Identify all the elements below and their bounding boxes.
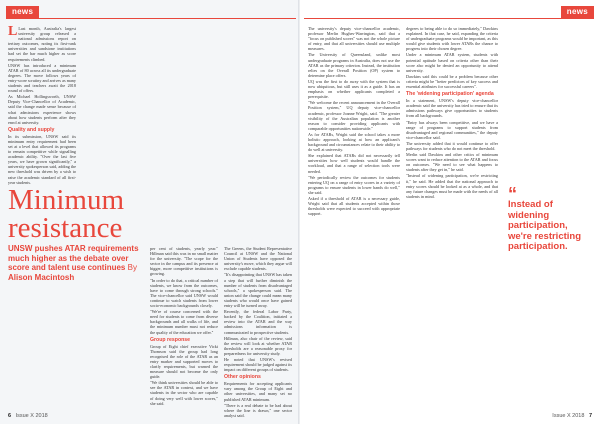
article-column-1: [8, 24, 76, 185]
issue-label: Issue X 2018: [15, 413, 48, 419]
page-number: 7: [588, 413, 592, 419]
paragraph: "Entry has always been competitive, and we have a range of programs to support students from disadvantaged and regional communities," the deputy vice-chancellor said.: [406, 119, 498, 140]
paragraph: The university's deputy vice-chancellor academic, professor Merlin Hughes-Warrington, said that a "focus on published scores" was not the whole picture of entry, and that all universities should use multiple measures.: [308, 26, 400, 52]
paragraph: "There is a real debate to be had about where the line is drawn," one sector analyst said.: [224, 402, 292, 418]
paragraph: UQ was the first to do away with the system that is now ubiquitous, but still uses it as a guide. It has an emphasis on whether applicants completed a prerequisite.: [308, 78, 400, 100]
byline-prefix: By: [127, 263, 137, 273]
pull-quote-text: Instead of widening participation, we're restricting participation.: [508, 199, 582, 253]
paragraph: Requirements for accepting applicants vary among the Group of Eight and other universities, and many set no published ATAR minimum.: [224, 381, 292, 402]
paragraph: As Michael Hollingsworth, UNSW Deputy Vice-Chancellor of Academic, said the change made sense because of what admissions experience shows about how students perform after they enrol at university.: [8, 94, 76, 125]
paragraph: Hillman, also chair of the review, said the review will look at whether ATAR thresholds are a reasonable proxy for preparedness for university study.: [224, 335, 292, 356]
byline-name: Alison Macintosh: [8, 272, 75, 282]
section-tab-left: news: [6, 6, 39, 18]
subheading: Quality and supply: [8, 126, 55, 133]
subheading: Other opinions: [224, 374, 261, 381]
paragraph: "Instead of widening participation, we're restricting it," he said. He added that the national approach to entry scores should be looked at as a whole, and that any future changes must be made with the needs of all students in mind.: [406, 173, 498, 199]
paragraph: "In order to do that, a critical number of students, we know from the outcomes, have to come through strong schools." The vice-chancellor said UNSW would continue to watch students from lower socio-economic backgrounds closely.: [150, 277, 218, 309]
paragraph: "We periodically review the outcomes for students entering UQ on a range of entry scores in a variety of programs to ensure students in lower bands do well," she said.: [308, 174, 400, 195]
subheading: The 'widening participation' agenda: [406, 91, 494, 98]
page-number: 6: [8, 413, 12, 419]
header-rule-right: [304, 18, 594, 19]
page-footer-left: [8, 413, 48, 419]
header-rule-left: [6, 18, 296, 19]
paragraph: per cent of students, yearly year." Hillman said this was in no small matter for the university. "The scope for the sector in the campus and its presence at bigger, more competitive institutions is growing.: [150, 246, 218, 277]
paragraph: Dawkins said this could be a problem because other criteria might be "better predictors of key success and essential attributes for successful careers".: [406, 73, 498, 90]
standfirst-text: UNSW pushes ATAR requirements much higher as the debate over score and talent use continues: [8, 244, 139, 273]
paragraph: Under a minimum ATAR system, students with potential aptitude based on criteria other than their score also might be denied an opportunity to attend university.: [406, 52, 498, 73]
paragraph: "It's disappointing that UNSW has taken a step that will further diminish the number of students from disadvantaged schools," a spokesperson said. The union said the change could mean many students who would once have gained entry will be turned away.: [224, 272, 292, 309]
article-column-3: [224, 246, 292, 418]
subheading: Group response: [150, 336, 191, 343]
paragraph: The university added that it would continue to offer pathways for students who do not meet the threshold.: [406, 140, 498, 151]
article-column-4: [308, 26, 400, 406]
page-footer-right: [552, 413, 592, 419]
paragraph: Recently, the federal Labor Party, backed by the Coalition, initiated a review into the ATAR and the way admissions information is communicated to prospective students.: [224, 309, 292, 335]
paragraph: Group of Eight chief executive Vicki Thomson said the group had long recognised the role of the ATAR as an entry marker and supported moves to clarify requirements, but warned the measure should not become the only guide.: [150, 343, 218, 380]
article-column-2: [150, 246, 218, 406]
standfirst: [8, 244, 144, 282]
paragraph: In its submission, UNSW said its minimum entry requirement had been set at a level that allowed its programs to remain competitive while signalling academic ability. "Over the last five years, we have grown significantly," a university spokesperson said, adding the new threshold was driven by a wish to raise the academic standard of all first-year students.: [8, 133, 76, 185]
pull-quote: [508, 184, 594, 253]
paragraph: As for ATARs, Wright said the school takes a more holistic approach, looking at how an applicant's background and circumstances relate to their ability to do well at university.: [308, 131, 400, 153]
section-tab-right: news: [561, 6, 594, 18]
paragraph: Merlin said Dawkins and other critics of minimum scores want to reduce attention to the ATAR and focus on outcomes. "We need to see what happens to students after they get in," he said.: [406, 152, 498, 173]
article-title: Minimum resistance: [8, 184, 125, 244]
paragraph: "We welcome the recent announcement in the Overall Position system," UQ deputy vice-chancellor academic, professor Joanne Wright, said. "The greater visibility of the Australian population is another reason to consider providing applicants with comparable opportunities nationwide.": [308, 100, 400, 131]
paragraph: "We think universities should be able to see the ATAR in context, and we have students in the sector who are capable of doing very well with lower scores," she said.: [150, 380, 218, 406]
issue-label: Issue X 2018: [552, 413, 585, 419]
article-column-5: [406, 26, 498, 406]
paragraph: The Greens, the Student Representative Council at UNSW and the National Union of Students have opposed the university's move, which they argue will exclude capable students.: [224, 246, 292, 272]
paragraph: "We're of course concerned with the need for students to come from diverse backgrounds and all walks of life, and the minimum number must not reduce the quality of the education we offer.": [150, 309, 218, 335]
paragraph: Asked if a threshold of ATAR is a necessary guide, Wright said that all students accepted within those thresholds were expected to succeed with appropriate support.: [308, 196, 400, 217]
right-page: [300, 0, 600, 424]
paragraph: She explained that ATARs did not necessarily tell universities how well students would handle the workload, and that a range of selection tools were needed.: [308, 153, 400, 174]
paragraph: degrees to being able to do so immediately," Dawkins explained. In that case, he said, expanding the criteria of undergraduate programs would be important, as this would give students with lower ATARs the chance to progress into their chosen degree.: [406, 26, 498, 52]
paragraph: The University of Queensland, unlike most undergraduate programs in Australia, does not use the ATAR as the primary criterion. Instead, the institution relies on the Overall Position (OP) system to determine place offers.: [308, 52, 400, 78]
paragraph: He noted that UNSW's revised requirement should be judged against its impact on different groups of students.: [224, 356, 292, 373]
paragraph: L Last month, Australia's largest university group released a national admissions report on tertiary outcomes, noting its first-rank universities and sandstone institutions had set the bar much higher as score requirements climbed.: [8, 24, 76, 62]
drop-cap: L: [8, 24, 18, 39]
paragraph: UNSW has introduced a minimum ATAR of 80 across all its undergraduate degrees. The move follows years of entry-score scrutiny and arrives as many students and teachers await the 2018 round of offers.: [8, 62, 76, 94]
quote-mark-icon: “: [508, 184, 517, 204]
paragraph: In a statement, UNSW's deputy vice-chancellor academic said the university has tried to ensure that its admissions pathways give opportunities to students from all backgrounds.: [406, 98, 498, 119]
